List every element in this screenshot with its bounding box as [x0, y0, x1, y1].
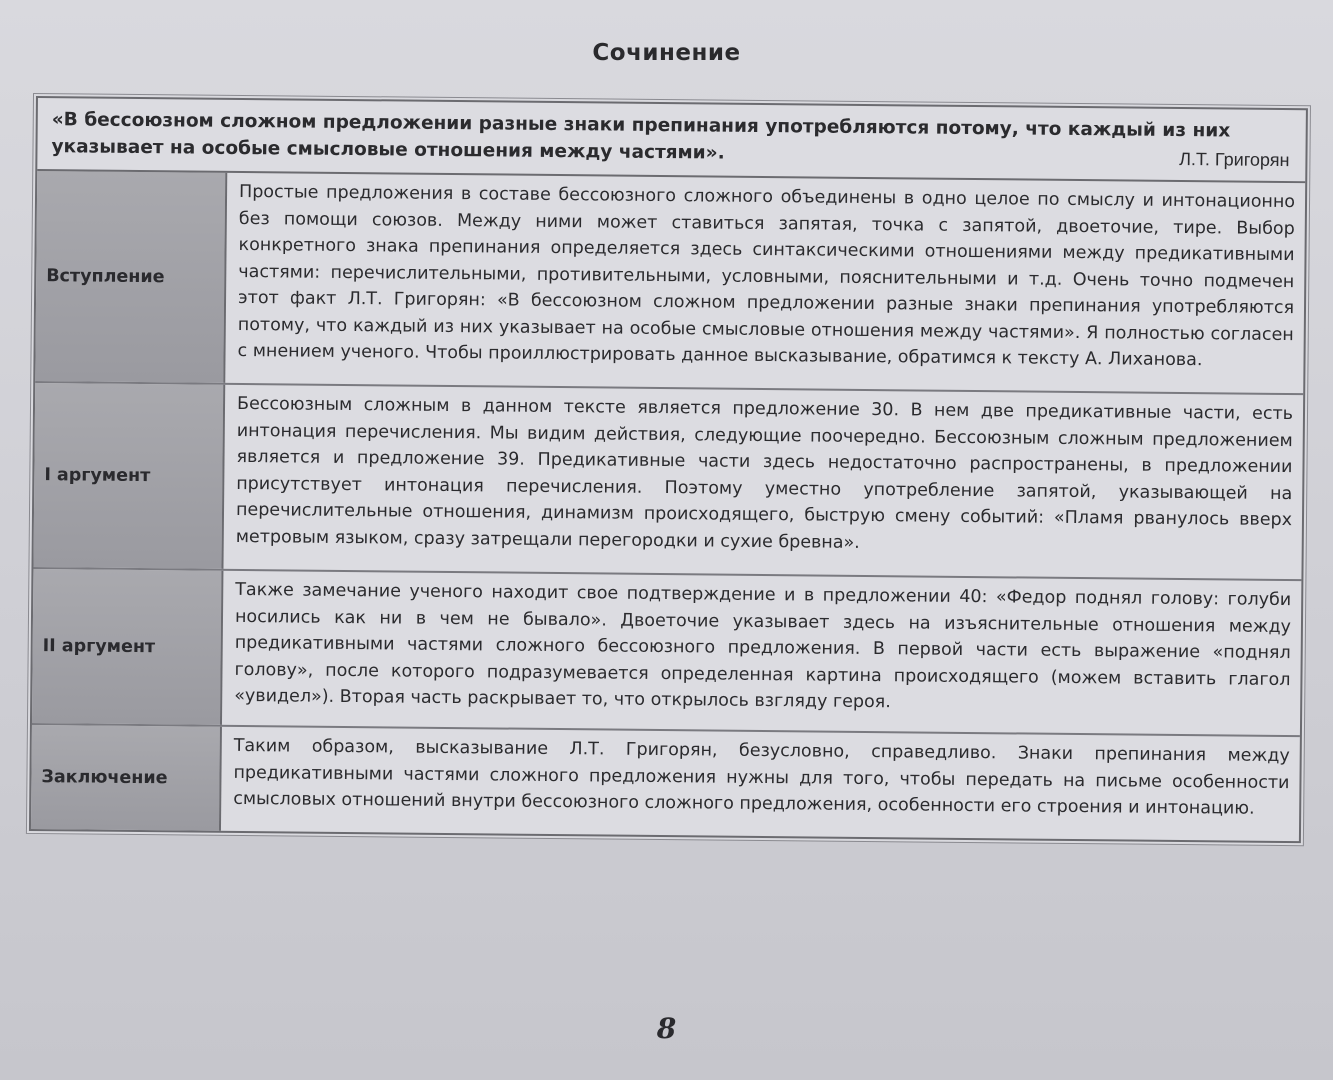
- essay-table: [29, 96, 1308, 843]
- section-text-introduction: Простые предложения в составе бессоюзного сложного объединены в одно целое по смыслу и интонационно без помощи союзов. Между ними может ставиться запятая, точка с запятой, двоеточие, тире. Выбор конкретного знака препинания определяется здесь синтаксическими отношениями между предикативными частями: перечислительными, противительными, условными, пояснительными и т.д. Очень точно подмечен этот факт Л.Т. Григорян: «В бессоюзном сложном предложении разные знаки препинания употребляются потому, что каждый из них указывает на особые смысловые отношения между частями». Я полностью согласен с мнением ученого. Чтобы проиллюстрировать данное высказывание, обратимся к тексту А. Лиханова.: [237, 181, 1296, 371]
- table-row-conclusion: [31, 725, 1300, 841]
- section-text-argument-1: Бессоюзным сложным в данном тексте является предложение 30. В нем две предикативные части, есть интонация перечисления. Мы видим действия, следующие поочередно. Бессоюзным сложным предложением является и предложение 39. Предикативные части здесь недостаточно распространены, в предложении присутствует интонация перечисления. Поэтому уместно употребление запятой, указывающей на перечислительные отношения, динамизм происходящего, быструю смену событий: «Пламя рванулось вверх метровым языком, сразу затрещали перегородки и сухие бревна».: [235, 393, 1294, 553]
- page-title: Сочинение: [592, 40, 741, 66]
- quote-author: Л.Т. Григорян: [1179, 148, 1290, 171]
- section-label-conclusion: Заключение: [31, 725, 222, 831]
- table-row-argument-1: [33, 383, 1303, 581]
- table-row-argument-2: [32, 569, 1301, 737]
- table-row-introduction: [35, 171, 1305, 395]
- quote-row: [37, 98, 1306, 183]
- section-label-argument-2: II аргумент: [32, 569, 223, 725]
- page-number: 8: [656, 1012, 677, 1045]
- quote-text: «В бессоюзном сложном предложении разные знаки препинания употребляются потому, что каждый из них указывает на особые смысловые отношения между частями».: [51, 109, 1231, 164]
- section-label-introduction: Вступление: [35, 171, 227, 383]
- section-text-conclusion: Таким образом, высказывание Л.Т. Григорян, безусловно, справедливо. Знаки препинания между предикативными частями сложного предложения нужны для того, чтобы передать на письме особенности смысловых отношений внутри бессоюзного сложного предложения, особенности его строения и интонацию.: [233, 735, 1290, 819]
- section-label-argument-1: I аргумент: [33, 383, 225, 569]
- section-text-argument-2: Также замечание ученого находит свое подтверждение и в предложении 40: «Федор поднял голову: голуби носились как ни в чем не бывало». Двоеточие указывает здесь на изъяснительные отношения между предикативными частями сложного бессоюзного предложения. В первой части есть выражение «поднял голову», после которого подразумевается определенная картина происходящего (можем вставить глагол «увидел»). Вторая часть раскрывает то, что открылось взгляду героя.: [234, 579, 1292, 713]
